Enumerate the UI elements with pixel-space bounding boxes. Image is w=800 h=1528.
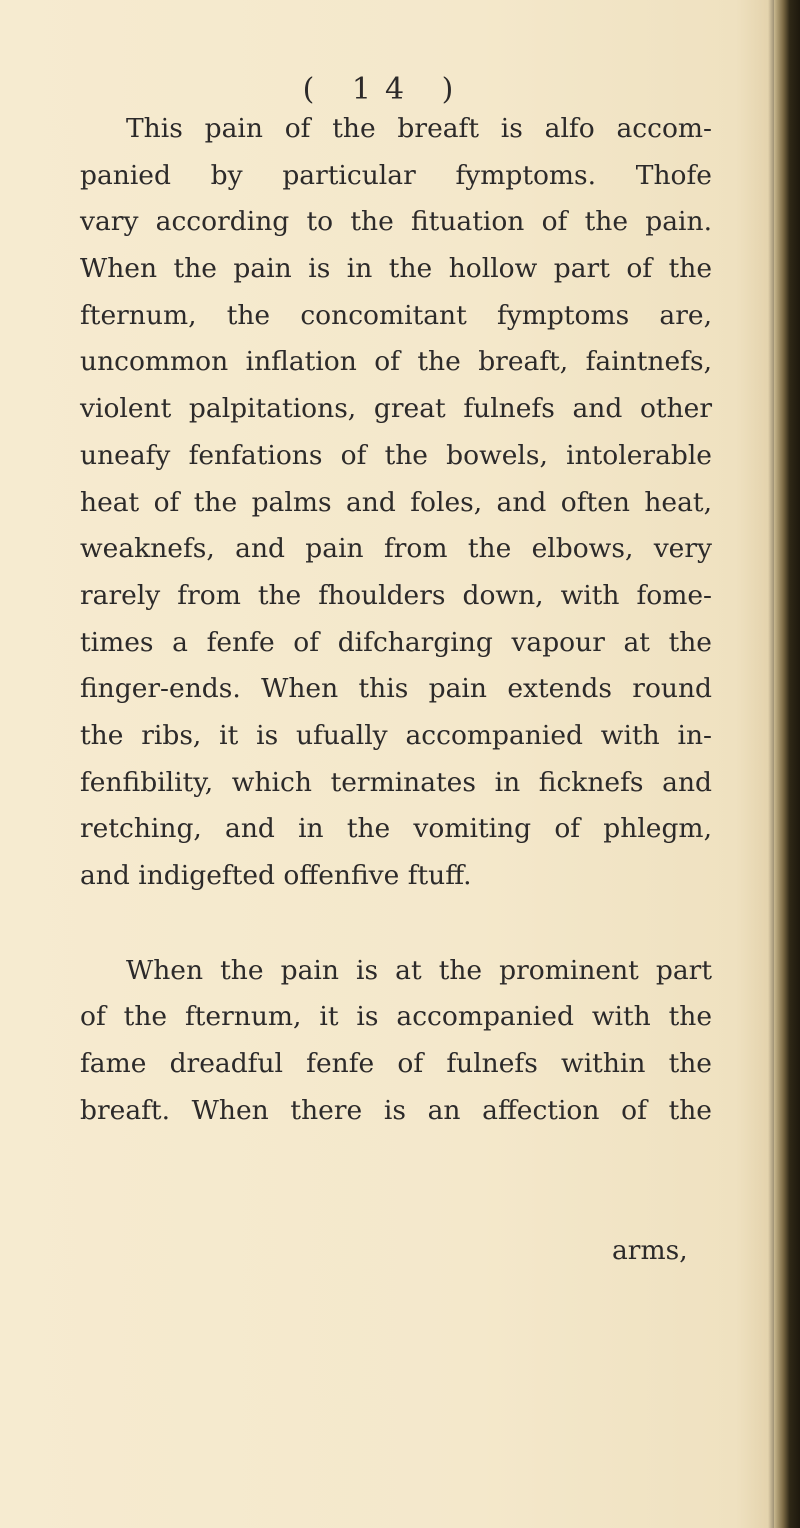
text-line: fenfibility, which terminates in ficknefs and bbox=[80, 766, 712, 798]
text-line: heat of the palms and foles, and often heat, bbox=[80, 486, 712, 518]
text-line: When the pain is at the prominent part bbox=[126, 954, 712, 986]
text-line: of the fternum, it is accompanied with the bbox=[80, 1001, 712, 1033]
text-line: times a fenfe of difcharging vapour at the bbox=[80, 626, 712, 658]
paragraph-1 bbox=[80, 106, 712, 900]
text-line: and indigefted offenfive ftuff. bbox=[80, 860, 472, 891]
text-line: uncommon inflation of the breaft, faintnefs, bbox=[80, 346, 712, 378]
text-line: panied by particular fymptoms. Thofe bbox=[80, 159, 712, 191]
page-number: ( 14 ) bbox=[302, 72, 468, 107]
text-line: rarely from the fhoulders down, with fome- bbox=[80, 579, 712, 611]
text-line: the ribs, it is ufually accompanied with in- bbox=[80, 719, 712, 751]
paragraph-gap bbox=[80, 900, 712, 948]
page-text bbox=[80, 106, 712, 1134]
catchword: arms, bbox=[612, 1235, 688, 1266]
text-line: This pain of the breaft is alfo accom- bbox=[126, 113, 712, 144]
text-line: weaknefs, and pain from the elbows, very bbox=[80, 533, 712, 565]
paragraph-2 bbox=[80, 948, 712, 1135]
text-line: breaft. When there is an affection of the bbox=[80, 1094, 712, 1126]
book-spine-edge bbox=[774, 0, 800, 1528]
text-line: When the pain is in the hollow part of the bbox=[80, 253, 712, 285]
text-line: retching, and in the vomiting of phlegm, bbox=[80, 813, 712, 845]
text-line: finger-ends. When this pain extends round bbox=[80, 673, 712, 705]
text-line: fame dreadful fenfe of fulnefs within the bbox=[80, 1048, 712, 1080]
text-line: uneafy fenfations of the bowels, intolerable bbox=[80, 439, 712, 471]
text-line: vary according to the fituation of the pain. bbox=[80, 206, 712, 238]
text-line: fternum, the concomitant fymptoms are, bbox=[80, 299, 712, 331]
text-line: violent palpitations, great fulnefs and other bbox=[80, 393, 712, 425]
